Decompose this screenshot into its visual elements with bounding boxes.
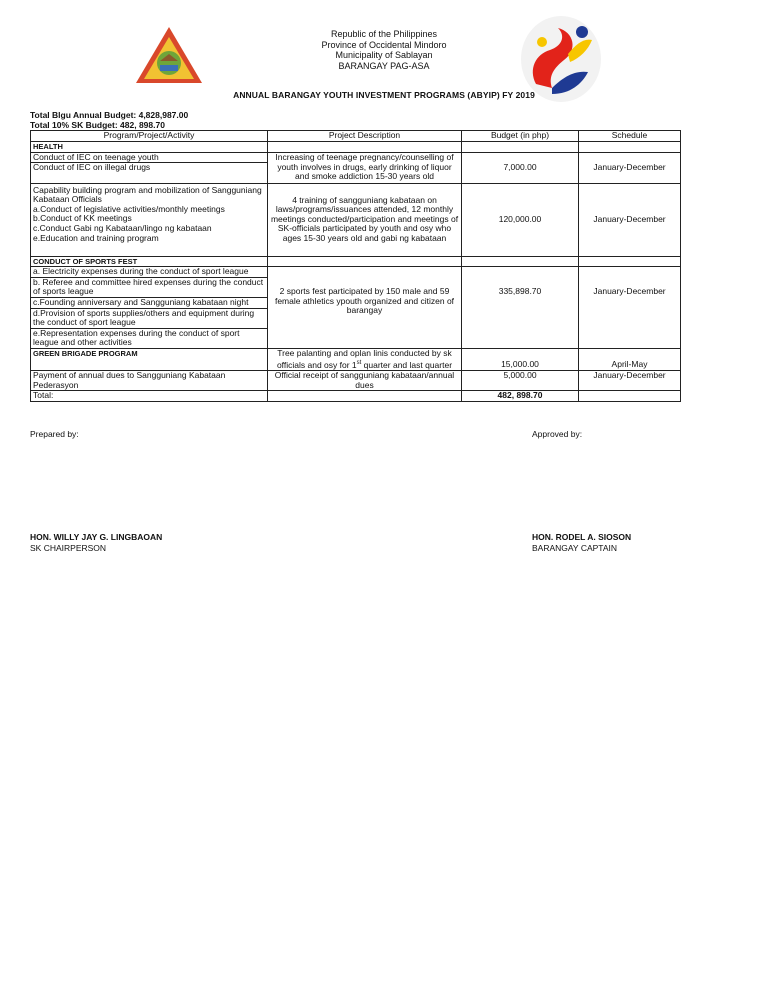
approver-signature-block: [532, 532, 631, 553]
header-line-province: Province of Occidental Mindoro: [321, 39, 447, 50]
empty-cell: [579, 391, 681, 402]
table-row-health: [31, 152, 681, 183]
header-program: Program/Project/Activity: [31, 131, 268, 142]
total-sk-budget: Total 10% SK Budget: 482, 898.70: [30, 119, 165, 130]
schedule-cell-green-brigade: April-May: [579, 348, 681, 370]
section-label-green-brigade: GREEN BRIGADE PROGRAM: [31, 348, 268, 370]
budget-cell-sports: 335,898.70: [462, 267, 579, 349]
total-blgu-budget: Total Blgu Annual Budget: 4,828,987.00: [30, 110, 189, 120]
approver-title: BARANGAY CAPTAIN: [532, 542, 618, 553]
prepared-by-label: Prepared by:: [30, 429, 79, 439]
header-line-republic: Republic of the Philippines: [330, 29, 438, 39]
empty-cell: [268, 256, 462, 267]
description-cell-capability: 4 training of sangguniang kabataan on laws/programs/issuances attended, 12 monthly meetings conducted/participation and meetings of SK-officials participated by youth and osy who ages 15-30 years old and gabi ng kabataan: [268, 183, 462, 256]
preparer-title: SK CHAIRPERSON: [30, 542, 107, 553]
program-cell-health: [31, 152, 268, 183]
program-item: b.Conduct of KK meetings: [33, 213, 132, 224]
table-row-total: [31, 391, 681, 402]
green-desc-part-a: Tree palanting and oplan linis conducted by sk officials and osy for 1: [276, 347, 452, 370]
table-row-capability: [31, 183, 681, 256]
empty-cell: [462, 142, 579, 153]
empty-cell: [268, 142, 462, 153]
table-row-dues: [31, 370, 681, 390]
schedule-cell-health: January-December: [579, 152, 681, 183]
section-row-sports: [31, 256, 681, 267]
program-item: Capability building program and mobilization of Sangguniang Kabataan Officials: [33, 184, 262, 205]
program-item: a.Conduct of legislative activities/monthly meetings: [33, 203, 225, 214]
green-desc-superscript: st: [356, 359, 362, 366]
schedule-cell-dues: January-December: [579, 370, 681, 390]
total-label: Total:: [31, 391, 268, 402]
program-cell-dues: Payment of annual dues to Sangguniang Kabataan Pederasyon: [31, 370, 268, 390]
budget-cell-green-brigade: 15,000.00: [462, 348, 579, 370]
program-item: c.Founding anniversary and Sangguniang kabataan night: [31, 297, 267, 308]
program-item: c.Conduct Gabi ng Kabataan/lingo ng kabataan: [33, 222, 212, 233]
approved-by-label: Approved by:: [532, 429, 583, 439]
program-item: Conduct of IEC on illegal drugs: [31, 162, 267, 173]
program-cell-sports: [31, 267, 268, 349]
program-item: e.Representation expenses during the conduct of sport league and other activities: [31, 328, 267, 348]
program-item: Conduct of IEC on teenage youth: [33, 151, 159, 162]
program-item: d.Provision of sports supplies/others and equipment during the conduct of sport league: [31, 308, 267, 328]
header-schedule: Schedule: [579, 131, 681, 142]
budget-cell-dues: 5,000.00: [462, 370, 579, 390]
document-header: [0, 29, 768, 71]
header-description: Project Description: [268, 131, 462, 142]
section-label-sports: CONDUCT OF SPORTS FEST: [31, 256, 268, 267]
schedule-cell-capability: January-December: [579, 183, 681, 256]
description-cell-health: Increasing of teenage pregnancy/counselling of youth involves in drugs, early drinking of liquor and smoke addiction 15-30 years old: [268, 152, 462, 183]
empty-cell: [462, 256, 579, 267]
budget-cell-capability: 120,000.00: [462, 183, 579, 256]
budget-totals: [30, 111, 188, 130]
budget-cell-health: 7,000.00: [462, 152, 579, 183]
preparer-signature-block: [30, 532, 162, 553]
section-row-health: [31, 142, 681, 153]
description-cell-dues: Official receipt of sangguniang kabataan/annual dues: [268, 370, 462, 390]
empty-cell: [268, 391, 462, 402]
empty-cell: [579, 256, 681, 267]
program-item: a. Electricity expenses during the conduct of sport league: [33, 266, 249, 277]
abyip-table: [30, 130, 681, 402]
header-line-barangay: BARANGAY PAG-ASA: [338, 60, 430, 71]
total-value: 482, 898.70: [462, 391, 579, 402]
preparer-name: HON. WILLY JAY G. LINGBAOAN: [30, 532, 163, 542]
header-budget: Budget (in php): [462, 131, 579, 142]
section-label-health: HEALTH: [31, 142, 268, 153]
program-item: e.Education and training program: [33, 232, 159, 243]
table-row-sports: [31, 267, 681, 349]
empty-cell: [579, 142, 681, 153]
header-line-municipality: Municipality of Sablayan: [335, 50, 433, 60]
program-item: b. Referee and committee hired expenses during the conduct of sports league: [31, 277, 267, 297]
table-header-row: [31, 131, 681, 142]
program-cell-capability: [31, 183, 268, 256]
approver-name: HON. RODEL A. SIOSON: [532, 532, 632, 542]
green-desc-part-b: quarter and last quarter: [361, 359, 453, 370]
document-title: ANNUAL BARANGAY YOUTH INVESTMENT PROGRAMS (ABYIP) FY 2019: [233, 90, 535, 100]
description-cell-green-brigade: [268, 348, 462, 370]
schedule-cell-sports: January-December: [579, 267, 681, 349]
table-row-green-brigade: [31, 348, 681, 370]
description-cell-sports: 2 sports fest participated by 150 male and 59 female athletics ypouth organized and citizen of barangay: [268, 267, 462, 349]
